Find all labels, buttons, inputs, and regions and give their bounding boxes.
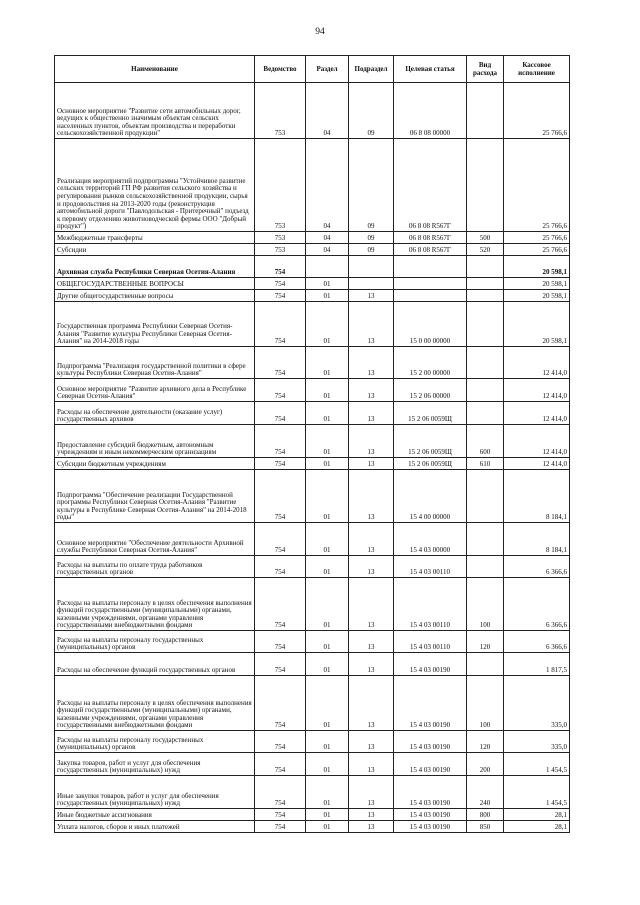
cell-section: 01 bbox=[306, 776, 349, 809]
column-header-expense-type: Вид расхода bbox=[467, 56, 504, 83]
cell-department: 754 bbox=[255, 821, 306, 833]
cell-name: Расходы на выплаты по оплате труда работников государственных органов bbox=[55, 556, 255, 578]
table-row bbox=[55, 731, 570, 753]
cell-target-item: 15 4 03 00110 bbox=[394, 556, 467, 578]
cell-subsection: 13 bbox=[349, 676, 394, 731]
cell-name: Предоставление субсидий бюджетным, автономным учреждениям и иным некоммерческим организациям bbox=[55, 425, 255, 458]
cell-target-item bbox=[394, 256, 467, 278]
cell-cash-execution: 8 184,1 bbox=[504, 470, 570, 523]
cell-target-item: 06 8 08 R567Г bbox=[394, 139, 467, 232]
cell-cash-execution: 25 766,6 bbox=[504, 139, 570, 232]
column-header-subsection: Подраздел bbox=[349, 56, 394, 83]
cell-expense-type: 850 bbox=[467, 821, 504, 833]
cell-cash-execution: 12 414,0 bbox=[504, 425, 570, 458]
cell-department: 754 bbox=[255, 676, 306, 731]
table-row bbox=[55, 139, 570, 232]
cell-section: 01 bbox=[306, 402, 349, 425]
cell-name: Основное мероприятие "Развитие сети автомобильных дорог, ведущих к общественно значимым объектам сельских населенных пунктов, объектам производства и переработки сельскохозяйственной продукции" bbox=[55, 83, 255, 139]
cell-section: 01 bbox=[306, 809, 349, 821]
cell-expense-type bbox=[467, 278, 504, 290]
cell-name: Подпрограмма "Реализация государственной политики в сфере культуры Республики Северная Осетия-Алания" bbox=[55, 347, 255, 379]
cell-expense-type bbox=[467, 256, 504, 278]
cell-subsection: 13 bbox=[349, 402, 394, 425]
cell-department: 754 bbox=[255, 458, 306, 470]
table-row bbox=[55, 290, 570, 302]
cell-cash-execution: 6 366,6 bbox=[504, 578, 570, 631]
cell-subsection: 09 bbox=[349, 244, 394, 256]
cell-target-item: 15 2 06 0059Щ bbox=[394, 425, 467, 458]
cell-subsection: 13 bbox=[349, 776, 394, 809]
cell-expense-type: 240 bbox=[467, 776, 504, 809]
table-row bbox=[55, 809, 570, 821]
table-row bbox=[55, 278, 570, 290]
column-header-department: Ведомство bbox=[255, 56, 306, 83]
table-row bbox=[55, 302, 570, 347]
cell-target-item: 15 2 06 0059Щ bbox=[394, 458, 467, 470]
cell-expense-type: 200 bbox=[467, 753, 504, 776]
cell-subsection: 13 bbox=[349, 302, 394, 347]
cell-name: Иные бюджетные ассигнования bbox=[55, 809, 255, 821]
cell-section: 04 bbox=[306, 232, 349, 244]
cell-target-item bbox=[394, 290, 467, 302]
cell-target-item: 15 2 00 00000 bbox=[394, 347, 467, 379]
cell-department: 754 bbox=[255, 753, 306, 776]
table-row bbox=[55, 347, 570, 379]
cell-department: 754 bbox=[255, 256, 306, 278]
table-row bbox=[55, 523, 570, 556]
cell-name: Расходы на выплаты персоналу в целях обеспечения выполнения функций государственными (муниципальными) органами, казенными учреждениями, органами управления государственными внебюджетными фондами bbox=[55, 578, 255, 631]
cell-cash-execution: 1 817,5 bbox=[504, 653, 570, 676]
cell-expense-type: 120 bbox=[467, 631, 504, 653]
table-row bbox=[55, 578, 570, 631]
table-row bbox=[55, 425, 570, 458]
table-row bbox=[55, 402, 570, 425]
cell-name: Расходы на выплаты персоналу государственных (муниципальных) органов bbox=[55, 631, 255, 653]
cell-name: Расходы на обеспечение функций государственных органов bbox=[55, 653, 255, 676]
cell-department: 753 bbox=[255, 244, 306, 256]
cell-name: Другие общегосударственные вопросы bbox=[55, 290, 255, 302]
table-row bbox=[55, 753, 570, 776]
cell-expense-type bbox=[467, 379, 504, 402]
cell-department: 753 bbox=[255, 83, 306, 139]
table-row bbox=[55, 631, 570, 653]
cell-cash-execution: 25 766,6 bbox=[504, 232, 570, 244]
page-number: 94 bbox=[315, 27, 325, 37]
cell-cash-execution: 6 366,6 bbox=[504, 631, 570, 653]
cell-cash-execution: 12 414,0 bbox=[504, 379, 570, 402]
cell-expense-type bbox=[467, 83, 504, 139]
cell-section: 01 bbox=[306, 278, 349, 290]
cell-cash-execution: 335,0 bbox=[504, 731, 570, 753]
cell-department: 753 bbox=[255, 139, 306, 232]
cell-subsection: 13 bbox=[349, 470, 394, 523]
cell-target-item: 15 4 03 00190 bbox=[394, 776, 467, 809]
cell-department: 754 bbox=[255, 809, 306, 821]
cell-name: Государственная программа Республики Северная Осетия-Алания "Развитие культуры Республики Северная Осетия-Алания" на 2014-2018 годы bbox=[55, 302, 255, 347]
cell-department: 754 bbox=[255, 302, 306, 347]
cell-section: 04 bbox=[306, 139, 349, 232]
cell-cash-execution: 8 184,1 bbox=[504, 523, 570, 556]
cell-department: 754 bbox=[255, 578, 306, 631]
cell-target-item bbox=[394, 278, 467, 290]
cell-expense-type: 100 bbox=[467, 578, 504, 631]
cell-target-item: 15 4 03 00190 bbox=[394, 731, 467, 753]
cell-name: Основное мероприятие "Развитие архивного дела в Республике Северная Осетия-Алания" bbox=[55, 379, 255, 402]
cell-target-item: 15 4 03 00190 bbox=[394, 753, 467, 776]
column-header-name: Наименование bbox=[55, 56, 255, 83]
cell-section bbox=[306, 256, 349, 278]
cell-target-item: 06 8 08 R567Г bbox=[394, 244, 467, 256]
cell-department: 754 bbox=[255, 776, 306, 809]
cell-cash-execution: 1 454,5 bbox=[504, 776, 570, 809]
cell-target-item: 15 2 06 0059Щ bbox=[394, 402, 467, 425]
cell-section: 04 bbox=[306, 83, 349, 139]
table-row bbox=[55, 83, 570, 139]
cell-section: 01 bbox=[306, 676, 349, 731]
cell-subsection: 13 bbox=[349, 379, 394, 402]
cell-name: ОБЩЕГОСУДАРСТВЕННЫЕ ВОПРОСЫ bbox=[55, 278, 255, 290]
table-row bbox=[55, 676, 570, 731]
cell-subsection: 13 bbox=[349, 425, 394, 458]
cell-department: 754 bbox=[255, 731, 306, 753]
cell-cash-execution: 6 366,6 bbox=[504, 556, 570, 578]
cell-name: Подпрограмма "Обеспечение реализации Государственной программы Республики Северная Осетия-Алания "Развитие культуры в Республике Северная Осетия-Алания" на 2014-2018 годы" bbox=[55, 470, 255, 523]
cell-expense-type bbox=[467, 139, 504, 232]
table-row bbox=[55, 776, 570, 809]
cell-subsection: 13 bbox=[349, 631, 394, 653]
cell-target-item: 15 4 03 00190 bbox=[394, 653, 467, 676]
cell-department: 754 bbox=[255, 631, 306, 653]
cell-subsection: 09 bbox=[349, 83, 394, 139]
column-header-cash-execution: Кассовое исполнение bbox=[504, 56, 570, 83]
cell-department: 754 bbox=[255, 556, 306, 578]
table-row bbox=[55, 470, 570, 523]
cell-subsection: 13 bbox=[349, 556, 394, 578]
cell-department: 754 bbox=[255, 379, 306, 402]
cell-section: 04 bbox=[306, 244, 349, 256]
cell-section: 01 bbox=[306, 302, 349, 347]
cell-target-item: 06 8 08 00000 bbox=[394, 83, 467, 139]
cell-cash-execution: 20 598,1 bbox=[504, 302, 570, 347]
cell-expense-type bbox=[467, 653, 504, 676]
cell-name: Расходы на выплаты персоналу государственных (муниципальных) органов bbox=[55, 731, 255, 753]
cell-section: 01 bbox=[306, 347, 349, 379]
cell-cash-execution: 25 766,6 bbox=[504, 244, 570, 256]
cell-target-item: 06 8 08 R567Г bbox=[394, 232, 467, 244]
cell-department: 754 bbox=[255, 347, 306, 379]
cell-subsection: 13 bbox=[349, 753, 394, 776]
cell-subsection: 13 bbox=[349, 347, 394, 379]
cell-cash-execution: 25 766,6 bbox=[504, 83, 570, 139]
cell-subsection: 13 bbox=[349, 290, 394, 302]
cell-section: 01 bbox=[306, 578, 349, 631]
cell-name: Реализация мероприятий подпрограммы "Устойчивое развитие сельских территорий ГП РФ развития сельского хозяйства и регулирования рынков сельскохозяйственной продукции, сырья и продовольствия на 2013-2020 годы (реконструкция автомобильной дороги "Павлодольская - Притеречный" подъезд к первому отделению животноводческой фермы ООО "Добрый продукт") bbox=[55, 139, 255, 232]
cell-expense-type bbox=[467, 347, 504, 379]
cell-cash-execution: 28,1 bbox=[504, 809, 570, 821]
table-row bbox=[55, 379, 570, 402]
cell-name: Закупка товаров, работ и услуг для обеспечения государственных (муниципальных) нужд bbox=[55, 753, 255, 776]
cell-expense-type bbox=[467, 470, 504, 523]
cell-cash-execution: 1 454,5 bbox=[504, 753, 570, 776]
cell-subsection bbox=[349, 278, 394, 290]
cell-name: Субсидии бюджетным учреждениям bbox=[55, 458, 255, 470]
cell-expense-type: 800 bbox=[467, 809, 504, 821]
cell-subsection: 13 bbox=[349, 821, 394, 833]
cell-section: 01 bbox=[306, 290, 349, 302]
cell-section: 01 bbox=[306, 653, 349, 676]
cell-expense-type bbox=[467, 302, 504, 347]
cell-expense-type: 600 bbox=[467, 425, 504, 458]
cell-section: 01 bbox=[306, 379, 349, 402]
cell-expense-type bbox=[467, 402, 504, 425]
table-header-row bbox=[55, 56, 570, 83]
cell-cash-execution: 20 598,1 bbox=[504, 290, 570, 302]
table-row bbox=[55, 821, 570, 833]
cell-department: 754 bbox=[255, 278, 306, 290]
cell-target-item: 15 4 00 00000 bbox=[394, 470, 467, 523]
cell-section: 01 bbox=[306, 753, 349, 776]
cell-department: 754 bbox=[255, 523, 306, 556]
cell-cash-execution: 335,0 bbox=[504, 676, 570, 731]
cell-subsection: 09 bbox=[349, 139, 394, 232]
cell-subsection: 13 bbox=[349, 731, 394, 753]
cell-name: Межбюджетные трансферты bbox=[55, 232, 255, 244]
table-row bbox=[55, 256, 570, 278]
cell-name: Расходы на выплаты персоналу в целях обеспечения выполнения функций государственными (муниципальными) органами, казенными учреждениями, органами управления государственными внебюджетными фондами bbox=[55, 676, 255, 731]
cell-subsection: 09 bbox=[349, 232, 394, 244]
cell-department: 754 bbox=[255, 470, 306, 523]
cell-subsection: 13 bbox=[349, 458, 394, 470]
cell-name: Иные закупки товаров, работ и услуг для обеспечения государственных (муниципальных) нужд bbox=[55, 776, 255, 809]
column-header-section: Раздел bbox=[306, 56, 349, 83]
cell-name: Уплата налогов, сборов и иных платежей bbox=[55, 821, 255, 833]
cell-target-item: 15 4 03 00000 bbox=[394, 523, 467, 556]
cell-expense-type: 120 bbox=[467, 731, 504, 753]
cell-name: Архивная служба Республики Северная Осетия-Алания bbox=[55, 256, 255, 278]
cell-department: 753 bbox=[255, 232, 306, 244]
cell-department: 754 bbox=[255, 425, 306, 458]
cell-expense-type: 520 bbox=[467, 244, 504, 256]
cell-target-item: 15 4 03 00190 bbox=[394, 676, 467, 731]
table-row bbox=[55, 244, 570, 256]
table-row bbox=[55, 458, 570, 470]
table-row bbox=[55, 556, 570, 578]
cell-department: 754 bbox=[255, 290, 306, 302]
column-header-target-item: Целевая статья bbox=[394, 56, 467, 83]
cell-target-item: 15 2 06 00000 bbox=[394, 379, 467, 402]
cell-expense-type bbox=[467, 523, 504, 556]
cell-department: 754 bbox=[255, 402, 306, 425]
cell-expense-type: 500 bbox=[467, 232, 504, 244]
cell-section: 01 bbox=[306, 731, 349, 753]
cell-expense-type: 610 bbox=[467, 458, 504, 470]
table-body bbox=[55, 83, 570, 833]
cell-department: 754 bbox=[255, 653, 306, 676]
cell-target-item: 15 0 00 00000 bbox=[394, 302, 467, 347]
budget-table bbox=[54, 55, 570, 833]
cell-target-item: 15 4 03 00190 bbox=[394, 809, 467, 821]
cell-cash-execution: 20 598,1 bbox=[504, 256, 570, 278]
cell-subsection: 13 bbox=[349, 809, 394, 821]
cell-target-item: 15 4 03 00190 bbox=[394, 821, 467, 833]
table-row bbox=[55, 232, 570, 244]
cell-cash-execution: 20 598,1 bbox=[504, 278, 570, 290]
cell-target-item: 15 4 03 00110 bbox=[394, 631, 467, 653]
cell-expense-type bbox=[467, 556, 504, 578]
cell-name: Основное мероприятие "Обеспечение деятельности Архивной службы Республики Северная Осетия-Алания" bbox=[55, 523, 255, 556]
cell-section: 01 bbox=[306, 821, 349, 833]
cell-expense-type bbox=[467, 290, 504, 302]
table-row bbox=[55, 653, 570, 676]
cell-cash-execution: 12 414,0 bbox=[504, 347, 570, 379]
cell-expense-type: 100 bbox=[467, 676, 504, 731]
cell-subsection: 13 bbox=[349, 578, 394, 631]
cell-target-item: 15 4 03 00110 bbox=[394, 578, 467, 631]
cell-cash-execution: 28,1 bbox=[504, 821, 570, 833]
cell-section: 01 bbox=[306, 425, 349, 458]
cell-subsection: 13 bbox=[349, 653, 394, 676]
cell-section: 01 bbox=[306, 470, 349, 523]
cell-section: 01 bbox=[306, 458, 349, 470]
cell-cash-execution: 12 414,0 bbox=[504, 458, 570, 470]
cell-subsection: 13 bbox=[349, 523, 394, 556]
cell-name: Расходы на обеспечение деятельности (оказание услуг) государственных архивов bbox=[55, 402, 255, 425]
cell-subsection bbox=[349, 256, 394, 278]
cell-cash-execution: 12 414,0 bbox=[504, 402, 570, 425]
cell-section: 01 bbox=[306, 631, 349, 653]
cell-section: 01 bbox=[306, 556, 349, 578]
cell-section: 01 bbox=[306, 523, 349, 556]
cell-name: Субсидии bbox=[55, 244, 255, 256]
